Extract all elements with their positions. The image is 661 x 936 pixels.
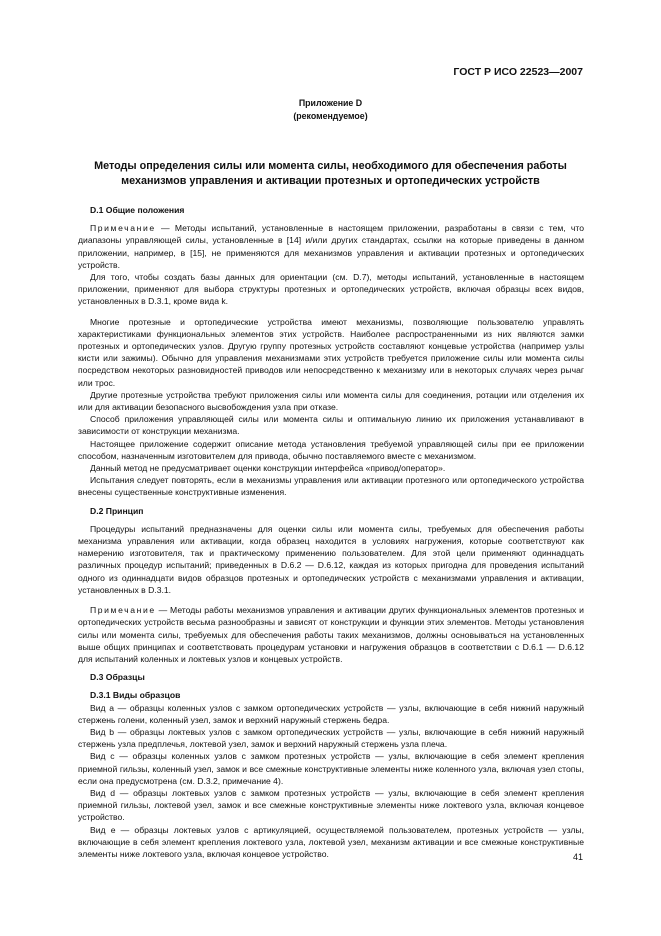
main-title-line2: механизмов управления и активации протезных и ортопедических устройств (121, 174, 540, 187)
subsection-heading-d3-1: D.3.1 Виды образцов (90, 690, 181, 701)
note-label: Примечание (90, 605, 156, 616)
type-d-item: Вид d — образцы локтевых узлов с замком протезных устройств — узлы, включающие в себя элемент крепления приемной гильзы, локтевой узел, замок и все смежные конструктивные элементы ниже локтевого узла, включая концевое устройство. (78, 787, 584, 823)
type-c-item: Вид c — образцы коленных узлов с замком протезных устройств — узлы, включающие в себя элемент крепления приемной гильзы, коленный узел, замок и все смежные конструктивные элементы ниже коленного узла, включая узел стопы, если она предусмотрена (см. D.3.2, примечание 4). (78, 751, 584, 786)
appendix-status: (рекомендуемое) (293, 110, 368, 121)
appendix-heading (0, 97, 661, 122)
d1-para4: Настоящее приложение содержит описание метода установления требуемой управляющей силы при ее приложении способом, назначенным изготовителем для привода, обычно поставляемого вместе с механизмом. (78, 438, 584, 461)
note-label: Примечание (90, 223, 156, 234)
standard-header: ГОСТ Р ИСО 22523—2007 (453, 66, 583, 78)
note-text: — Методы испытаний, установленные в настоящем приложении, разработаны в связи с тем, что диапазоны управляющей силы, установленные в [14] и/или других стандартах, ссылки на которые приведены в данном приложении, например, в [15], не применяются для механизмов управления и активации протезных и ортопедических устройств. (78, 223, 584, 270)
d2-note (78, 604, 584, 665)
section-heading-d3: D.3 Образцы (90, 672, 145, 683)
d1-para6: Испытания следует повторять, если в механизмы управления или активации протезного или ортопедического устройства внесены существенные конструктивные изменения. (78, 475, 584, 498)
page-number: 41 (572, 852, 583, 862)
note-text: — Методы работы механизмов управления и активации других функциональных элементов протезных и ортопедических устройств весьма разнообразны и зависят от конструкции и функции этих элементов. Методы установления силы или момента силы, требуемых для обеспечения работы таких механизмов, должны основываться на установленных выше общих принципах и соответствовать процедурам установки и нагружения образцов в соответствии с D.6.1 — D.6.12 для испытаний коленных и локтевых узлов и концевых устройств. (78, 605, 584, 664)
d1-para5: Данный метод не предусматривает оценки конструкции интерфейса «привод/оператор». (90, 463, 446, 474)
section-heading-d2: D.2 Принцип (90, 505, 144, 516)
type-a-item: Вид a — образцы коленных узлов с замком ортопедических устройств — узлы, включающие в себя нижний наружный стержень голени, коленный узел, замок и верхний наружный стержень бедра. (78, 702, 584, 725)
main-title-line1: Методы определения силы или момента силы, необходимого для обеспечения работы (94, 160, 567, 172)
d1-para1: Многие протезные и ортопедические устройства имеют механизмы, позволяющие пользователю управлять характеристиками функциональных элементов этих устройств. Наиболее распространенными из них являются замки протезных и ортопедических узлов. Другую группу протезных устройств составляют концевые устройства (например узлы кисти или зажимы). Обычно для управления механизмами этих устройств требуется приложение силы или момента силы посредством некоторых разновидностей приводов или непосредственно к механизму или в некоторых случаях через рычаг или трос. (78, 316, 584, 388)
type-e-item: Вид e — образцы локтевых узлов с артикуляцией, осуществляемой пользователем, протезных устройств — узлы, включающие в себя элемент крепления локтевого узла, локтевой узел, механизм активации и все смежные конструктивные элементы ниже локтевого узла, включая концевое устройство. (78, 824, 584, 859)
main-title (40, 159, 621, 188)
d1-para2: Другие протезные устройства требуют приложения силы или момента силы для соединения, ротации или отделения их или для активации безопасного высвобождения узла при отказе. (78, 389, 584, 413)
appendix-title: Приложение D (298, 98, 363, 108)
d1-note-para2: Для того, чтобы создать базы данных для ориентации (см. D.7), методы испытаний, установленные в настоящем приложении, применяют для выбора структуры протезных и ортопедических устройств, включая образцы всех видов, установленных в D.3.1, кроме вида k. (78, 272, 584, 307)
document-body (78, 204, 584, 860)
section-heading-d1: D.1 Общие положения (90, 205, 185, 215)
d1-para3: Способ приложения управляющей силы или момента силы и оптимальную линию их приложения устанавливают в зависимости от конструкции механизма. (78, 414, 584, 437)
d1-note (78, 222, 584, 271)
d2-para1: Процедуры испытаний предназначены для оценки силы или момента силы, требуемых для обеспечения работы механизма управления или активации, когда образец находится в условиях нагружения, которые соответствуют как намерению изготовителя, так и практическому применению пользователем. Для этой цели применяют одиннадцать различных процедур испытаний; приведенных в D.6.2 — D.6.12, каждая из которых пригодна для проведения испытаний одного из одиннадцати видов образцов протезных и ортопедических устройств с механизмами управления и активации, установленных в D.3.1. (78, 523, 584, 595)
type-b-item: Вид b — образцы локтевых узлов с замком ортопедических устройств — узлы, включающие в себя нижний наружный стержень узла предплечья, локтевой узел, замок и верхний наружный стержень узла плеча. (78, 726, 584, 750)
